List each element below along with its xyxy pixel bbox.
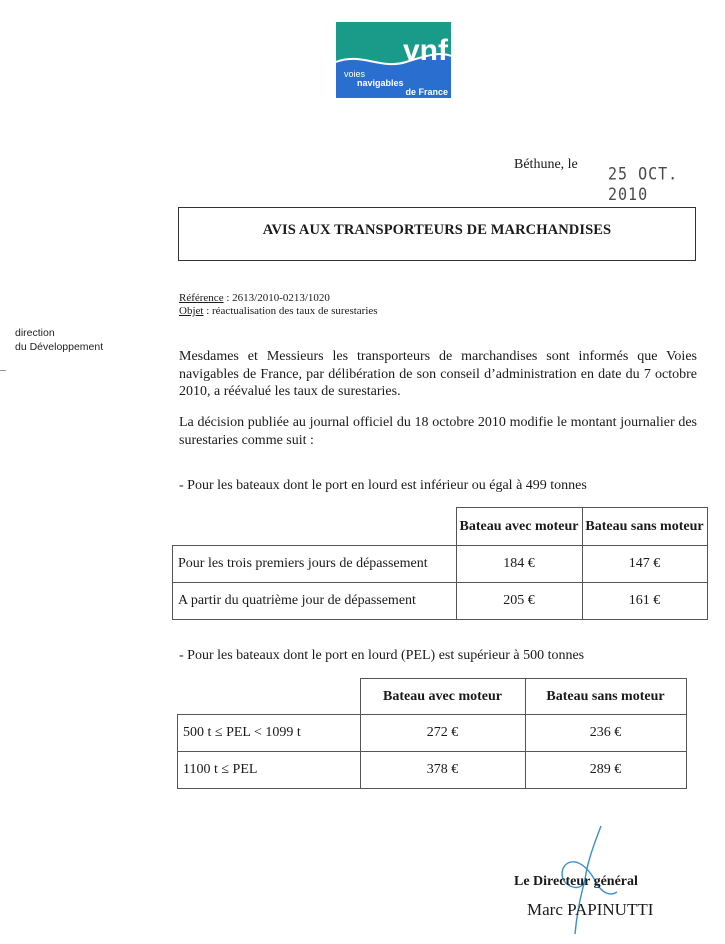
vnf-logo bbox=[336, 22, 451, 98]
table-row bbox=[178, 752, 687, 789]
reference-line bbox=[179, 292, 378, 305]
bullet-under-499: - Pour les bateaux dont le port en lourd est inférieur ou égal à 499 tonnes bbox=[179, 478, 587, 493]
logo-line1: voies bbox=[344, 69, 366, 79]
object-line bbox=[179, 305, 378, 318]
department-line1: direction bbox=[15, 327, 55, 339]
reference-label: Référence bbox=[179, 292, 224, 304]
row-label: Pour les trois premiers jours de dépassement bbox=[173, 546, 457, 583]
table-row bbox=[173, 583, 708, 620]
rate-with-engine: 184 € bbox=[456, 546, 582, 583]
rates-table-over-500 bbox=[177, 678, 687, 789]
table-row bbox=[173, 546, 708, 583]
signatory-title: Le Directeur général bbox=[514, 874, 638, 889]
department-line2: du Développement bbox=[15, 341, 104, 353]
row-label: 1100 t ≤ PEL bbox=[178, 752, 361, 789]
paragraph-intro: Mesdames et Messieurs les transporteurs de marchandises sont informés que Voies navigables de France, par délibération de son conseil d’administration en date du 7 octobre 2010, a réévalué les taux de surestaries. bbox=[179, 349, 697, 399]
object-label: Objet bbox=[179, 305, 204, 317]
rates-table-under-499 bbox=[172, 507, 708, 620]
row-label: 500 t ≤ PEL < 1099 t bbox=[178, 715, 361, 752]
title-box bbox=[178, 207, 696, 261]
table-header-row bbox=[173, 508, 708, 546]
logo-line3: de France bbox=[405, 87, 448, 97]
table-header-blank bbox=[178, 679, 361, 715]
table-header-without-engine: Bateau sans moteur bbox=[582, 508, 707, 546]
reference-value: : 2613/2010-0213/1020 bbox=[223, 292, 330, 304]
object-value: : réactualisation des taux de surestaries bbox=[203, 305, 378, 317]
table-header-without-engine: Bateau sans moteur bbox=[525, 679, 686, 715]
stamp-date: 25 OCT. 2010 bbox=[608, 163, 679, 205]
table-row bbox=[178, 715, 687, 752]
paragraph-decision: La décision publiée au journal officiel du 18 octobre 2010 modifie le montant journalier des surestaries comme suit : bbox=[179, 415, 697, 448]
rate-without-engine: 147 € bbox=[582, 546, 707, 583]
margin-mark bbox=[0, 370, 6, 371]
rate-without-engine: 161 € bbox=[582, 583, 707, 620]
department-label bbox=[15, 326, 103, 354]
document-title: AVIS AUX TRANSPORTEURS DE MARCHANDISES bbox=[262, 222, 612, 238]
signatory-name: Marc PAPINUTTI bbox=[527, 900, 654, 919]
table-header-with-engine: Bateau avec moteur bbox=[360, 679, 525, 715]
rate-with-engine: 272 € bbox=[360, 715, 525, 752]
logo-line2: navigables bbox=[357, 78, 404, 88]
rate-with-engine: 205 € bbox=[456, 583, 582, 620]
city-date-label: Béthune, le bbox=[514, 157, 578, 172]
table-header-blank bbox=[173, 508, 457, 546]
rate-without-engine: 289 € bbox=[525, 752, 686, 789]
vnf-logo-graphic bbox=[336, 22, 451, 98]
logo-mark: vnf bbox=[403, 34, 448, 67]
table-header-with-engine: Bateau avec moteur bbox=[456, 508, 582, 546]
table-header-row bbox=[178, 679, 687, 715]
bullet-over-500: - Pour les bateaux dont le port en lourd (PEL) est supérieur à 500 tonnes bbox=[179, 648, 585, 663]
row-label: A partir du quatrième jour de dépassement bbox=[173, 583, 457, 620]
rate-without-engine: 236 € bbox=[525, 715, 686, 752]
reference-block bbox=[179, 292, 378, 318]
rate-with-engine: 378 € bbox=[360, 752, 525, 789]
